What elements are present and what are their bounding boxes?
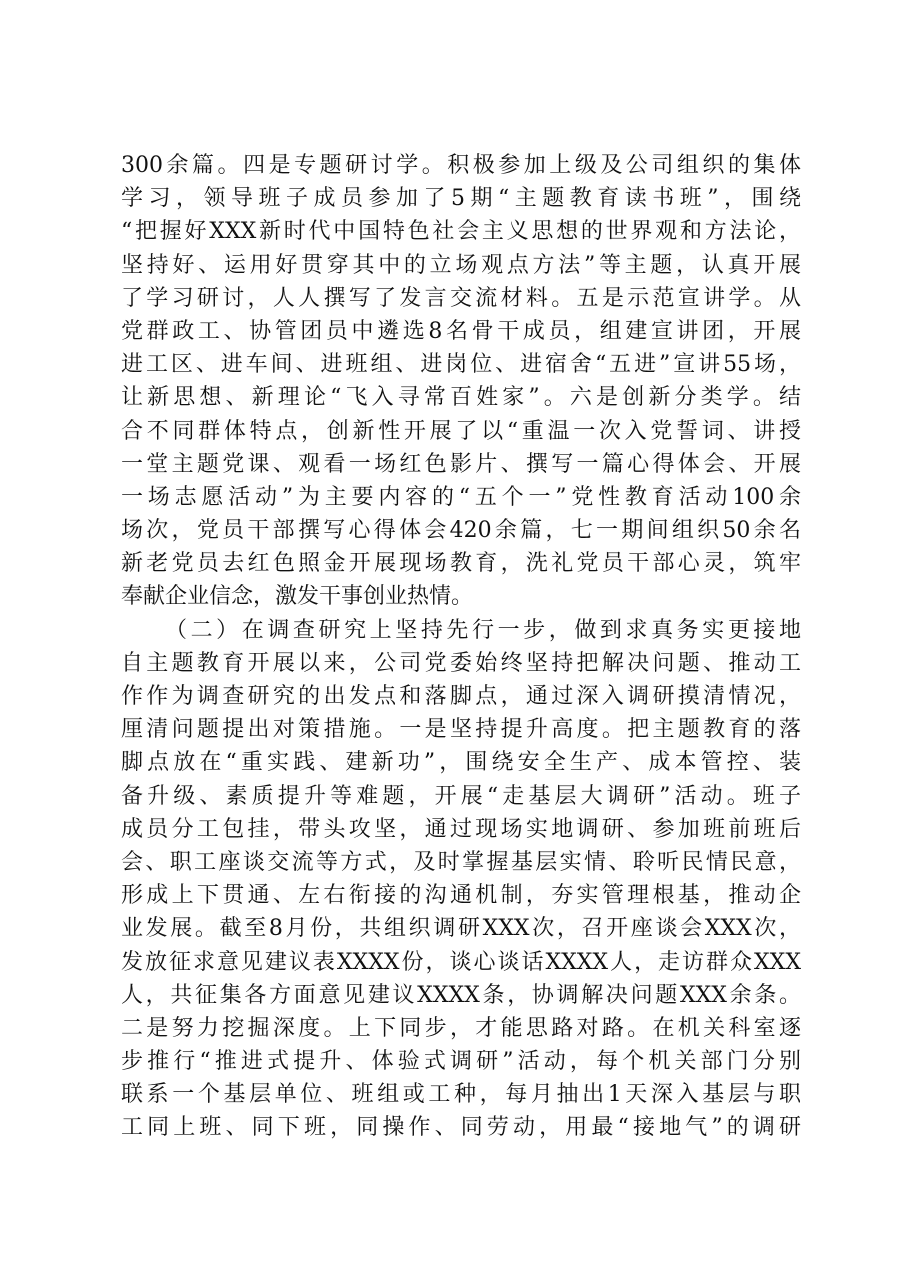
text-line: 一堂主题党课、观看一场红色影片、撰写一篇心得体会、开展 — [121, 451, 801, 477]
text-line: 合不同群体特点，创新性开展了以“重温一次入党誓词、讲授 — [121, 418, 801, 444]
text-line: 300余篇。四是专题研讨学。积极参加上级及公司组织的集体 — [121, 153, 801, 178]
text-line: 成员分工包挂，带头攻坚，通过现场实地调研、参加班前班后 — [121, 816, 801, 842]
text-line: 党群政工、协管团员中遴选8名骨干成员，组建宣讲团，开展 — [121, 318, 801, 344]
paragraph-2 — [121, 614, 801, 1145]
text-line: 发放征求意见建议表XXXX份，谈心谈话XXXX人，走访群众XXX — [121, 949, 801, 975]
text-line: 学习，领导班子成员参加了5期“主题教育读书班”，围绕 — [121, 186, 801, 212]
text-line: 新老党员去红色照金开展现场教育，洗礼党员干部心灵，筑牢 — [121, 551, 801, 577]
text-line: 作作为调查研究的出发点和落脚点，通过深入调研摸清情况， — [121, 684, 801, 709]
section-heading-line: （二）在调查研究上坚持先行一步，做到求真务实更接地 — [165, 617, 801, 643]
text-line: “把握好XXX新时代中国特色社会主义思想的世界观和方法论， — [121, 219, 801, 245]
text-line: 步推行“推进式提升、体验式调研”活动，每个机关部门分别 — [121, 1049, 801, 1075]
text-line: 会、职工座谈交流等方式，及时掌握基层实情、聆听民情民意， — [121, 849, 801, 875]
text-line: 人，共征集各方面意见建议XXXX条，协调解决问题XXX余条。 — [121, 982, 801, 1008]
text-line: 奉献企业信念，激发干事创业热情。 — [121, 584, 474, 610]
text-line: 脚点放在“重实践、建新功”，围绕安全生产、成本管控、装 — [121, 750, 801, 776]
text-line: 一场志愿活动”为主要内容的“五个一”党性教育活动100余 — [121, 484, 801, 510]
text-line: 二是努力挖掘深度。上下同步，才能思路对路。在机关科室逐 — [121, 1015, 801, 1041]
text-line: 备升级、素质提升等难题，开展“走基层大调研”活动。班子 — [121, 783, 801, 809]
paragraph-1 — [121, 149, 801, 614]
text-line: 联系一个基层单位、班组或工种，每月抽出1天深入基层与职 — [121, 1082, 801, 1108]
text-line: 厘清问题提出对策措施。一是坚持提升高度。把主题教育的落 — [121, 717, 801, 743]
text-line: 场次，党员干部撰写心得体会420余篇，七一期间组织50余名 — [121, 518, 801, 544]
text-line: 业发展。截至8月份，共组织调研XXX次，召开座谈会XXX次， — [121, 916, 801, 942]
document-body — [121, 149, 801, 1145]
text-line: 进工区、进车间、进班组、进岗位、进宿舍“五进”宣讲55场， — [121, 352, 801, 378]
text-line: 工同上班、同下班，同操作、同劳动，用最“接地气”的调研 — [121, 1115, 801, 1141]
text-line: 坚持好、运用好贯穿其中的立场观点方法”等主题，认真开展 — [121, 252, 801, 278]
text-line: 了学习研讨，人人撰写了发言交流材料。五是示范宣讲学。从 — [121, 285, 801, 311]
text-line: 形成上下贯通、左右衔接的沟通机制，夯实管理根基，推动企 — [121, 883, 801, 909]
text-line: 自主题教育开展以来，公司党委始终坚持把解决问题、推动工 — [121, 650, 801, 676]
text-line: 让新思想、新理论“飞入寻常百姓家”。六是创新分类学。结 — [121, 385, 801, 411]
